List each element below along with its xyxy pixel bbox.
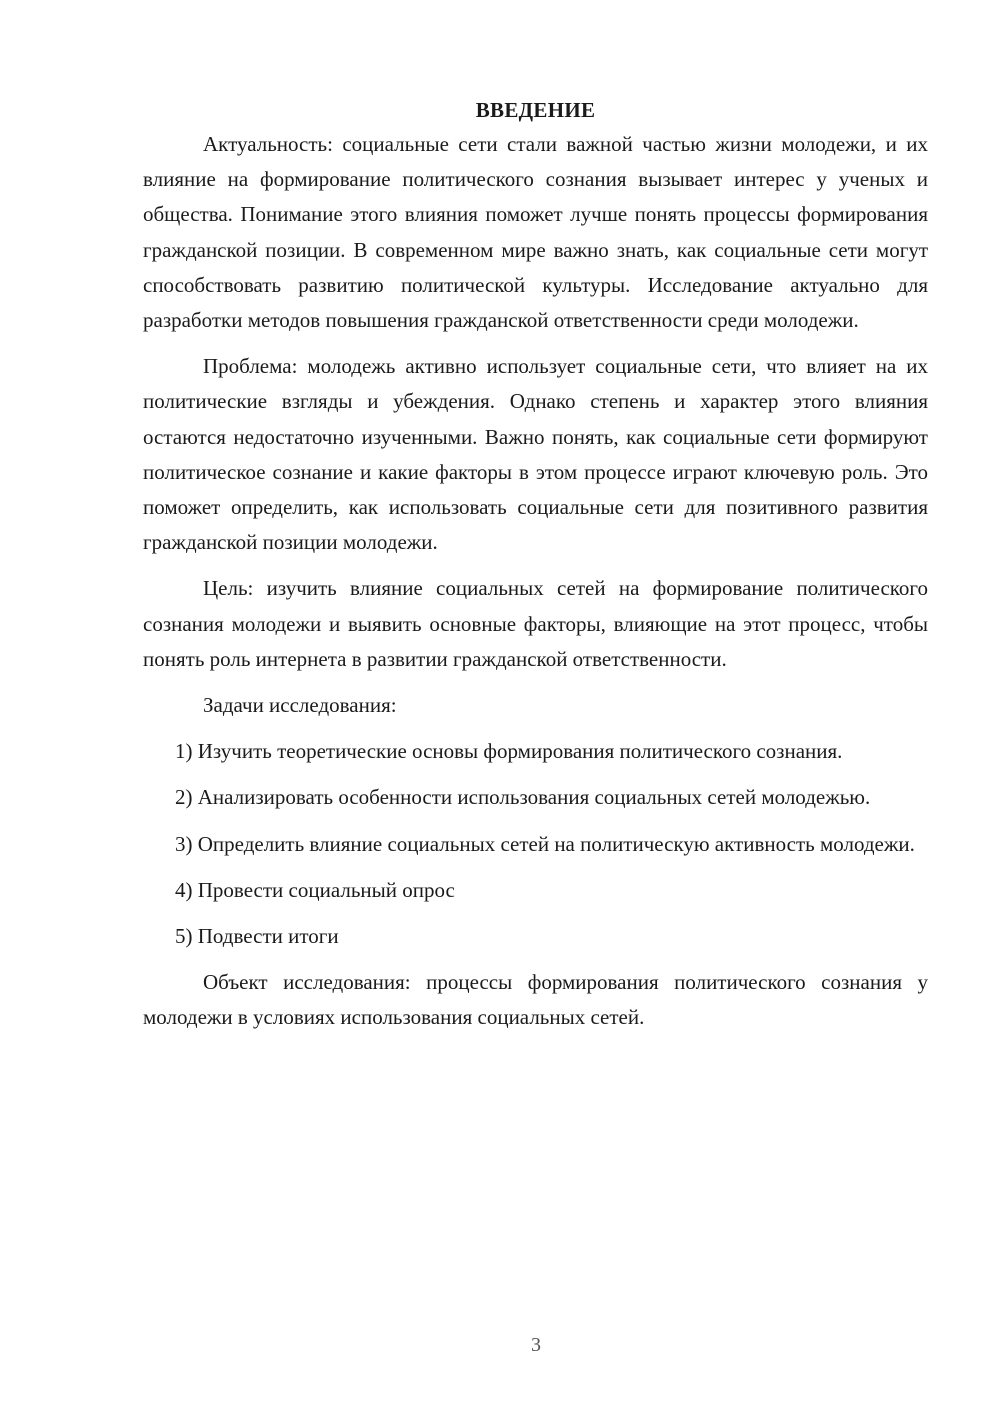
goal-paragraph: Цель: изучить влияние социальных сетей на формирование политического сознания молодежи и выявить основные факторы, влияющие на этот процесс, чтобы понять роль интернета в развитии гражданской ответственности. (143, 576, 928, 671)
task-item: 4) Провести социальный опрос (175, 877, 455, 902)
task-item: 1) Изучить теоретические основы формирования политического сознания. (175, 739, 843, 764)
task-item: 5) Подвести итоги (175, 924, 339, 949)
tasks-heading: Задачи исследования: (203, 693, 397, 718)
relevance-paragraph: Актуальность: социальные сети стали важной частью жизни молодежи, и их влияние на формирование политического сознания вызывает интерес у ученых и общества. Понимание этого влияния поможет лучше понять процессы формирования гражданской позиции. В современном мире важно знать, как социальные сети могут способствовать развитию политической культуры. Исследование актуально для разработки методов повышения гражданской ответственности среди молодежи. (143, 132, 928, 333)
document-page (143, 95, 928, 1047)
page-number: 3 (531, 1334, 541, 1356)
tasks-list (143, 734, 928, 954)
object-paragraph: Объект исследования: процессы формирования политического сознания у молодежи в условиях использования социальных сетей. (143, 970, 928, 1030)
problem-paragraph: Проблема: молодежь активно использует социальные сети, что влияет на их политические взгляды и убеждения. Однако степень и характер этого влияния остаются недостаточно изученными. Важно понять, как социальные сети формируют политическое сознание и какие факторы в этом процессе играют ключевую роль. Это поможет определить, как использовать социальные сети для позитивного развития гражданской позиции молодежи. (143, 354, 928, 555)
task-item: 2) Анализировать особенности использования социальных сетей молодежью. (175, 785, 871, 810)
section-heading: ВВЕДЕНИЕ (475, 98, 596, 122)
task-item: 3) Определить влияние социальных сетей на политическую активность молодежи. (175, 831, 915, 856)
